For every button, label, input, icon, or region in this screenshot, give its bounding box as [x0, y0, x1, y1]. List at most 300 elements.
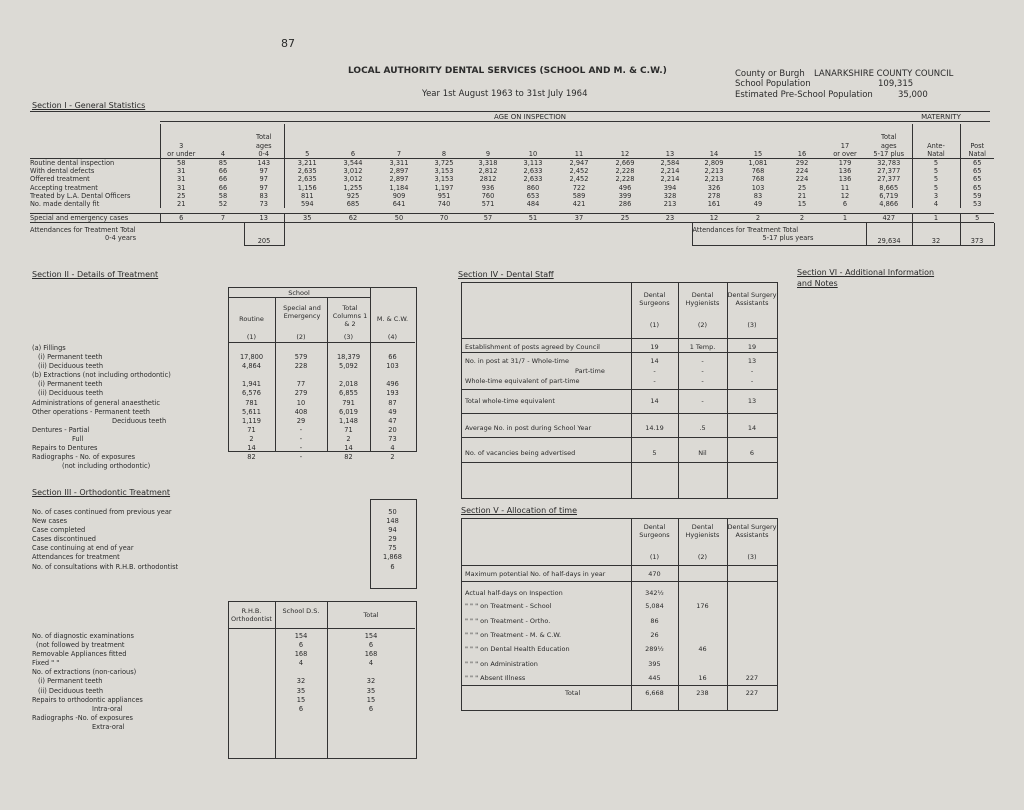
table-cell: 2 — [780, 214, 824, 223]
table-cell: 65 — [960, 175, 994, 183]
document-title: LOCAL AUTHORITY DENTAL SERVICES (SCHOOL AND M. & C.W.) — [348, 66, 667, 76]
age-header-rule — [160, 121, 990, 122]
staff-row-label: Whole-time equivalent of part-time — [465, 377, 580, 385]
attendances-04-sub: 0-4 years — [105, 234, 137, 243]
special-emergency-header: Special and Emergency — [283, 304, 321, 320]
col-header-top: 16 — [797, 149, 807, 158]
attendances-517-text: Attendances for Treatment Total — [692, 225, 799, 234]
table-cell: 57 — [466, 214, 510, 223]
staff-row-value: 238 — [696, 689, 709, 697]
table-cell: 4 — [912, 200, 960, 208]
routine-value: 17,800 — [239, 353, 264, 362]
col-num-2: (2) — [296, 333, 306, 341]
ortho-total-value: 154 — [364, 632, 378, 640]
treatment-label: (ii) Deciduous teeth — [38, 362, 104, 371]
table-cell: 1,255 — [343, 183, 363, 192]
table-cell: 31 — [160, 175, 202, 183]
ortho-total-value: 32 — [366, 677, 376, 686]
staff-row-label: " " " on Dental Health Education — [465, 645, 570, 653]
special-value: - — [299, 434, 303, 443]
col-header-18 — [960, 124, 994, 159]
table-cell: 1 — [912, 214, 960, 223]
col-header-6 — [422, 124, 466, 159]
staff-col-header: Dental Hygienists — [685, 291, 720, 307]
allocation-table-border — [461, 518, 778, 711]
col-header-12 — [692, 124, 736, 159]
routine-value: 1,119 — [242, 416, 261, 425]
section-4-title: Section IV - Dental Staff — [458, 270, 554, 279]
col-num-4: (4) — [387, 333, 398, 341]
col-header-3 — [284, 124, 330, 159]
table-cell: 3,211 — [284, 159, 330, 168]
table-cell: 51 — [510, 214, 556, 223]
table-cell: 62 — [330, 214, 376, 223]
col-header-sub: ages — [880, 141, 897, 150]
staff-row-value: 26 — [650, 631, 659, 639]
table-cell: 5 — [912, 167, 960, 175]
alloc-row-rule — [461, 685, 777, 686]
attendances-04-text: Attendances for Treatment Total — [30, 226, 136, 235]
routine-header: Routine — [239, 315, 264, 323]
table-cell: 53 — [960, 200, 994, 208]
ortho-school-value — [275, 723, 327, 732]
ortho-total-value — [327, 668, 415, 677]
table-cell: 685 — [346, 200, 360, 209]
attendances-row — [30, 223, 994, 246]
treatment-label: Repairs to Dentures — [32, 444, 98, 453]
ortho-total-value: 15 — [366, 695, 376, 704]
col-header-7 — [466, 124, 510, 159]
table-cell: 3 — [912, 192, 960, 200]
table-cell: 936 — [481, 183, 495, 192]
mcw-value: 20 — [388, 425, 397, 434]
table-cell: 5 — [912, 159, 960, 168]
header-row — [30, 124, 994, 159]
staff-row-value: 227 — [745, 689, 759, 697]
table-cell: 12 — [692, 214, 736, 223]
special-value — [275, 371, 327, 380]
col-header-0 — [160, 124, 202, 159]
table-cell: 7 — [202, 214, 244, 223]
staff-row-value: 6,668 — [645, 689, 664, 697]
staff-divider-1 — [631, 282, 632, 498]
ortho-label: Cases discontinued — [32, 535, 96, 544]
staff-row-value: - — [653, 367, 656, 375]
ortho-detail-label: Radiographs -No. of exposures — [32, 713, 133, 722]
staff-row-value: 13 — [747, 397, 757, 405]
table-cell: 11 — [840, 183, 850, 192]
mcw-value: 66 — [388, 353, 397, 362]
treatment-label: (b) Extractions (not including orthodontic) — [32, 371, 171, 380]
year-line: Year 1st August 1963 to 31st July 1964 — [422, 89, 588, 99]
page-number: 87 — [281, 37, 295, 50]
routine-value: 1,941 — [242, 380, 261, 389]
mcw-value: 73 — [388, 434, 397, 443]
col-header-8 — [510, 124, 556, 159]
ortho-school-value: 32 — [296, 677, 306, 686]
staff-row-label: Establishment of posts agreed by Council — [465, 343, 600, 351]
table-cell: 2,452 — [569, 175, 589, 184]
table-cell: 97 — [259, 175, 268, 184]
attendances-517-sub: 5-17 plus years — [762, 234, 814, 243]
section-3-title: Section III - Orthodontic Treatment — [32, 488, 171, 497]
staff-row-rule — [461, 437, 777, 438]
staff-col-number: (1) — [649, 321, 660, 329]
section-2-title: Section II - Details of Treatment — [32, 270, 159, 279]
staff-row-value: - — [750, 367, 754, 375]
table-cell: 136 — [838, 175, 852, 184]
staff-row-value: 13 — [747, 357, 757, 365]
col-header-top: 7 — [396, 149, 402, 158]
staff-row-label: Total whole-time equivalent — [465, 397, 555, 405]
staff-row-label: " " " on Administration — [465, 660, 538, 668]
staff-row-label: " " " Absent Illness — [465, 674, 526, 682]
staff-row-value: 176 — [696, 602, 709, 610]
row-label: Accepting treatment — [30, 183, 98, 192]
total-columns-header: Total Columns 1 & 2 — [332, 304, 368, 328]
table-cell: 2812 — [479, 175, 497, 184]
ortho-value: 75 — [388, 544, 397, 553]
total-value: 1,148 — [339, 416, 358, 425]
table-cell: 8,665 — [879, 183, 899, 192]
table-cell: 860 — [526, 183, 540, 192]
section-1-top-rule — [30, 111, 990, 112]
attendances-517-value: 29,634 — [866, 223, 912, 246]
table-cell: 83 — [259, 191, 268, 200]
staff-row-label: Maximum potential No. of half-days in year — [465, 570, 606, 578]
table-cell: 589 — [572, 191, 586, 200]
table-cell: 328 — [663, 191, 677, 200]
table-cell: 1,156 — [284, 184, 330, 192]
table-cell: 65 — [960, 184, 994, 192]
treatment-col-routine — [228, 344, 275, 471]
routine-value — [228, 344, 275, 353]
table-cell: 3,725 — [422, 159, 466, 168]
ortho-total-value: 4 — [368, 659, 374, 668]
table-cell: 594 — [284, 200, 330, 208]
routine-value: 5,611 — [242, 407, 261, 416]
table-cell: 58 — [160, 159, 202, 168]
ortho-school-value: 35 — [296, 686, 306, 695]
staff-row-value: .5 — [699, 424, 706, 432]
table-cell: 2,897 — [389, 167, 409, 176]
table-cell: 1 — [824, 214, 866, 223]
staff-divider-3 — [727, 282, 728, 498]
table-cell: 641 — [392, 200, 406, 209]
table-cell: 427 — [866, 214, 912, 223]
table-cell: 85 — [202, 159, 244, 168]
staff-row-rule — [461, 389, 777, 390]
mcw-value: 2 — [390, 453, 395, 462]
table-cell: 653 — [526, 191, 540, 200]
total-value: 2,018 — [339, 380, 358, 389]
treatment-label: Full — [72, 434, 84, 443]
staff-row-value: 14 — [747, 424, 757, 432]
table-cell: 571 — [481, 200, 495, 209]
ortho-total-header: Total — [363, 611, 379, 619]
ortho-school-values — [275, 632, 327, 732]
staff-col-number: (1) — [649, 553, 660, 561]
col-header-top: 13 — [665, 149, 675, 158]
staff-row-value: 5,084 — [645, 602, 664, 610]
attendances-04-label — [30, 223, 244, 246]
table-cell: 161 — [707, 200, 721, 209]
table-cell: 5 — [912, 184, 960, 192]
staff-rule — [461, 338, 777, 339]
special-value: 10 — [296, 398, 306, 407]
total-value — [327, 344, 370, 353]
table-cell: 58 — [218, 191, 228, 200]
ortho-school-value — [275, 714, 327, 723]
table-cell: 49 — [753, 200, 763, 209]
table-cell: 1,184 — [389, 183, 409, 192]
table-cell: 394 — [663, 183, 677, 192]
col-header-sub2: 5-17 plus — [873, 149, 905, 158]
maternity-header: MATERNITY — [921, 113, 961, 121]
table-cell: 740 — [437, 200, 451, 209]
staff-row-label: Average No. in post during School Year — [465, 424, 592, 432]
col-header-top: Ante- — [927, 141, 945, 150]
table-cell: 3,012 — [343, 167, 363, 176]
col-header-9 — [556, 124, 602, 159]
staff-row-value: - — [701, 377, 704, 385]
treatment-rule-2 — [228, 342, 415, 343]
table-cell: 31 — [160, 167, 202, 175]
table-cell: 951 — [437, 191, 451, 200]
table-cell: 37 — [556, 214, 602, 223]
table-cell: 66 — [218, 183, 228, 192]
col-header-14 — [780, 124, 824, 159]
col-header-2 — [244, 124, 284, 159]
staff-row-rule — [461, 352, 777, 353]
staff-row-rule — [461, 413, 777, 414]
table-cell: 136 — [838, 167, 852, 176]
attendances-04-value: 205 — [244, 223, 284, 246]
table-row — [30, 175, 994, 183]
table-cell: 2,584 — [648, 159, 692, 168]
staff-col-header: Dental Surgeons — [639, 291, 670, 307]
special-value: - — [299, 453, 303, 462]
staff-col-header: Dental Surgery Assistants — [727, 523, 777, 539]
routine-value: 2 — [249, 434, 254, 443]
table-cell: 811 — [284, 192, 330, 200]
table-cell: 6 — [160, 214, 202, 223]
special-value: 279 — [294, 389, 308, 398]
table-cell: 65 — [960, 167, 994, 175]
table-cell: 224 — [795, 175, 809, 184]
staff-col-header: Dental Surgeons — [639, 523, 670, 539]
total-value: 2 — [346, 434, 351, 443]
staff-row-value: 14 — [650, 397, 659, 405]
attendances-post: 373 — [960, 223, 994, 246]
mcw-value — [370, 344, 415, 353]
col-header-top: Total — [256, 133, 272, 142]
ortho-label: Case continuing at end of year — [32, 544, 134, 553]
ortho-total-values — [327, 632, 415, 732]
table-cell: 2,228 — [615, 167, 635, 176]
special-value — [275, 344, 327, 353]
table-cell: 2,452 — [569, 167, 589, 176]
treatment-label: Deciduous teeth — [112, 416, 167, 425]
table-cell: 73 — [259, 200, 268, 209]
col-header-17 — [912, 124, 960, 159]
special-value: 579 — [294, 353, 308, 362]
total-value: 6,855 — [339, 389, 358, 398]
school-population-label: School Population — [735, 79, 811, 89]
table-cell: 3,153 — [434, 167, 454, 176]
ortho-value: 6 — [390, 562, 395, 571]
table-row — [30, 159, 994, 168]
table-cell: 179 — [824, 159, 866, 168]
table-cell: 3,012 — [343, 175, 363, 184]
ortho-detail-label: (not followed by treatment — [36, 641, 125, 650]
treatment-col-special — [275, 344, 327, 471]
staff-row-value: 445 — [648, 674, 661, 682]
staff-row-value: - — [701, 367, 704, 375]
table-cell: 2,633 — [523, 167, 543, 176]
table-cell: 2,669 — [602, 159, 648, 168]
treatment-label: Dentures - Partial — [32, 425, 90, 434]
col-header-sub: or under — [167, 149, 196, 158]
col-header-top: 10 — [528, 149, 538, 158]
total-value — [327, 371, 370, 380]
table-cell: 2,214 — [660, 167, 680, 176]
staff-row-value: 19 — [650, 343, 659, 351]
staff-row-value: 16 — [698, 674, 707, 682]
col-header-top: 4 — [220, 149, 226, 158]
table-cell: 103 — [751, 183, 765, 192]
table-cell: 6,719 — [879, 191, 899, 200]
table-cell: 399 — [618, 191, 632, 200]
col-header-10 — [602, 124, 648, 159]
staff-row-label: " " " on Treatment - M. & C.W. — [465, 631, 562, 639]
table-cell: 21 — [160, 200, 202, 208]
table-cell: 2,214 — [660, 175, 680, 184]
row-label: With dental defects — [30, 167, 95, 176]
total-value: 791 — [342, 398, 355, 407]
ortho-detail-label: No. of diagnostic examinations — [32, 632, 134, 640]
table-cell: 5 — [912, 175, 960, 183]
treatment-label: Other operations - Permanent teeth — [32, 407, 150, 416]
col-header-top: 15 — [753, 149, 763, 158]
table-row — [30, 167, 994, 175]
col-header-sub: or over — [833, 149, 857, 158]
table-cell: 286 — [618, 200, 632, 209]
table-cell: 1,197 — [434, 183, 454, 192]
table-cell: 25 — [797, 183, 807, 192]
attendances-gap — [284, 223, 692, 246]
table-cell: 925 — [346, 191, 360, 200]
table-cell: 2,812 — [478, 167, 498, 176]
col-header-5 — [376, 124, 422, 159]
table-cell: 31 — [160, 184, 202, 192]
table-cell: 213 — [663, 200, 677, 209]
row-label: Treated by L.A. Dental Officers — [30, 191, 131, 200]
col-num-3: (3) — [343, 333, 354, 341]
section-6-title: Section VI - Additional Information — [797, 268, 935, 277]
ortho-value: 29 — [388, 535, 397, 544]
routine-value: 6,576 — [242, 389, 261, 398]
ortho-detail-label: Intra-oral — [92, 704, 123, 713]
ortho-school-value: 168 — [294, 650, 308, 659]
staff-row-value: 470 — [648, 570, 661, 578]
table-cell: 2 — [736, 214, 780, 223]
col-header-13 — [736, 124, 780, 159]
staff-row-value: - — [701, 397, 704, 405]
total-value: 18,379 — [336, 353, 361, 362]
routine-value — [228, 371, 275, 380]
special-value: 77 — [296, 380, 306, 389]
treatment-label: (ii) Deciduous teeth — [38, 389, 104, 398]
staff-row-value: 19 — [747, 343, 757, 351]
county-value: LANARKSHIRE COUNTY COUNCIL — [814, 69, 954, 79]
row-label: Special and emergency cases — [30, 214, 160, 223]
routine-value: 71 — [247, 425, 256, 434]
ortho-total-value: 6 — [368, 641, 374, 650]
special-row — [30, 214, 994, 223]
staff-row-value: 395 — [648, 660, 661, 668]
table-cell: 23 — [648, 214, 692, 223]
col-header-sub2: 0-4 — [258, 149, 270, 158]
table-cell: 25 — [160, 192, 202, 200]
table-cell: 6 — [842, 200, 848, 209]
table-cell: 32,783 — [866, 159, 912, 168]
col-header-top: 6 — [350, 149, 356, 158]
staff-row-value: 14.19 — [645, 424, 664, 432]
treatment-labels — [32, 344, 171, 471]
mcw-value: 193 — [386, 389, 399, 398]
table-cell: 3,544 — [330, 159, 376, 168]
col-header-11 — [648, 124, 692, 159]
total-value: 82 — [344, 453, 353, 462]
special-value: - — [299, 444, 303, 453]
table-cell: 292 — [780, 159, 824, 168]
treatment-rule-1 — [228, 297, 370, 298]
attendances-ante: 32 — [912, 223, 960, 246]
ortho-labels — [32, 508, 178, 572]
staff-row-label: No. in post at 31/7 - Whole-time — [465, 357, 569, 365]
table-cell: 2,213 — [704, 175, 724, 184]
col-header-top: 12 — [620, 149, 630, 158]
table-cell: 224 — [795, 167, 809, 176]
staff-col-header: Dental Surgery Assistants — [727, 291, 777, 307]
ortho-detail-label: (i) Permanent teeth — [38, 677, 103, 686]
ortho-detail-label: Extra-oral — [92, 722, 125, 731]
table-cell: 2,947 — [556, 159, 602, 168]
table-cell: 496 — [618, 183, 632, 192]
routine-value: 781 — [245, 398, 258, 407]
staff-row-value: - — [653, 377, 656, 385]
ortho-school-value: 6 — [298, 704, 304, 713]
total-value: 5,092 — [339, 362, 358, 371]
table-cell: 27,377 — [877, 175, 901, 184]
ortho-detail-label: Repairs to orthodontic appliances — [32, 695, 143, 704]
age-on-inspection-header: AGE ON INSPECTION — [493, 113, 567, 121]
table-cell: 421 — [572, 200, 586, 209]
staff-row-label: Part-time — [575, 367, 605, 375]
ortho-detail-label: Fixed " " — [32, 659, 60, 668]
col-header-top: 11 — [574, 149, 584, 158]
total-value: 6,019 — [339, 407, 358, 416]
table-cell: 2,635 — [284, 167, 330, 175]
ortho-detail-label: No. of extractions (non-carious) — [32, 668, 137, 677]
table-cell: 97 — [259, 167, 268, 176]
col-header-4 — [330, 124, 376, 159]
school-ds-header: School D.S. — [282, 607, 320, 615]
table-cell: 50 — [376, 214, 422, 223]
table-cell: 2,213 — [704, 167, 724, 176]
school-header: School — [288, 289, 310, 297]
